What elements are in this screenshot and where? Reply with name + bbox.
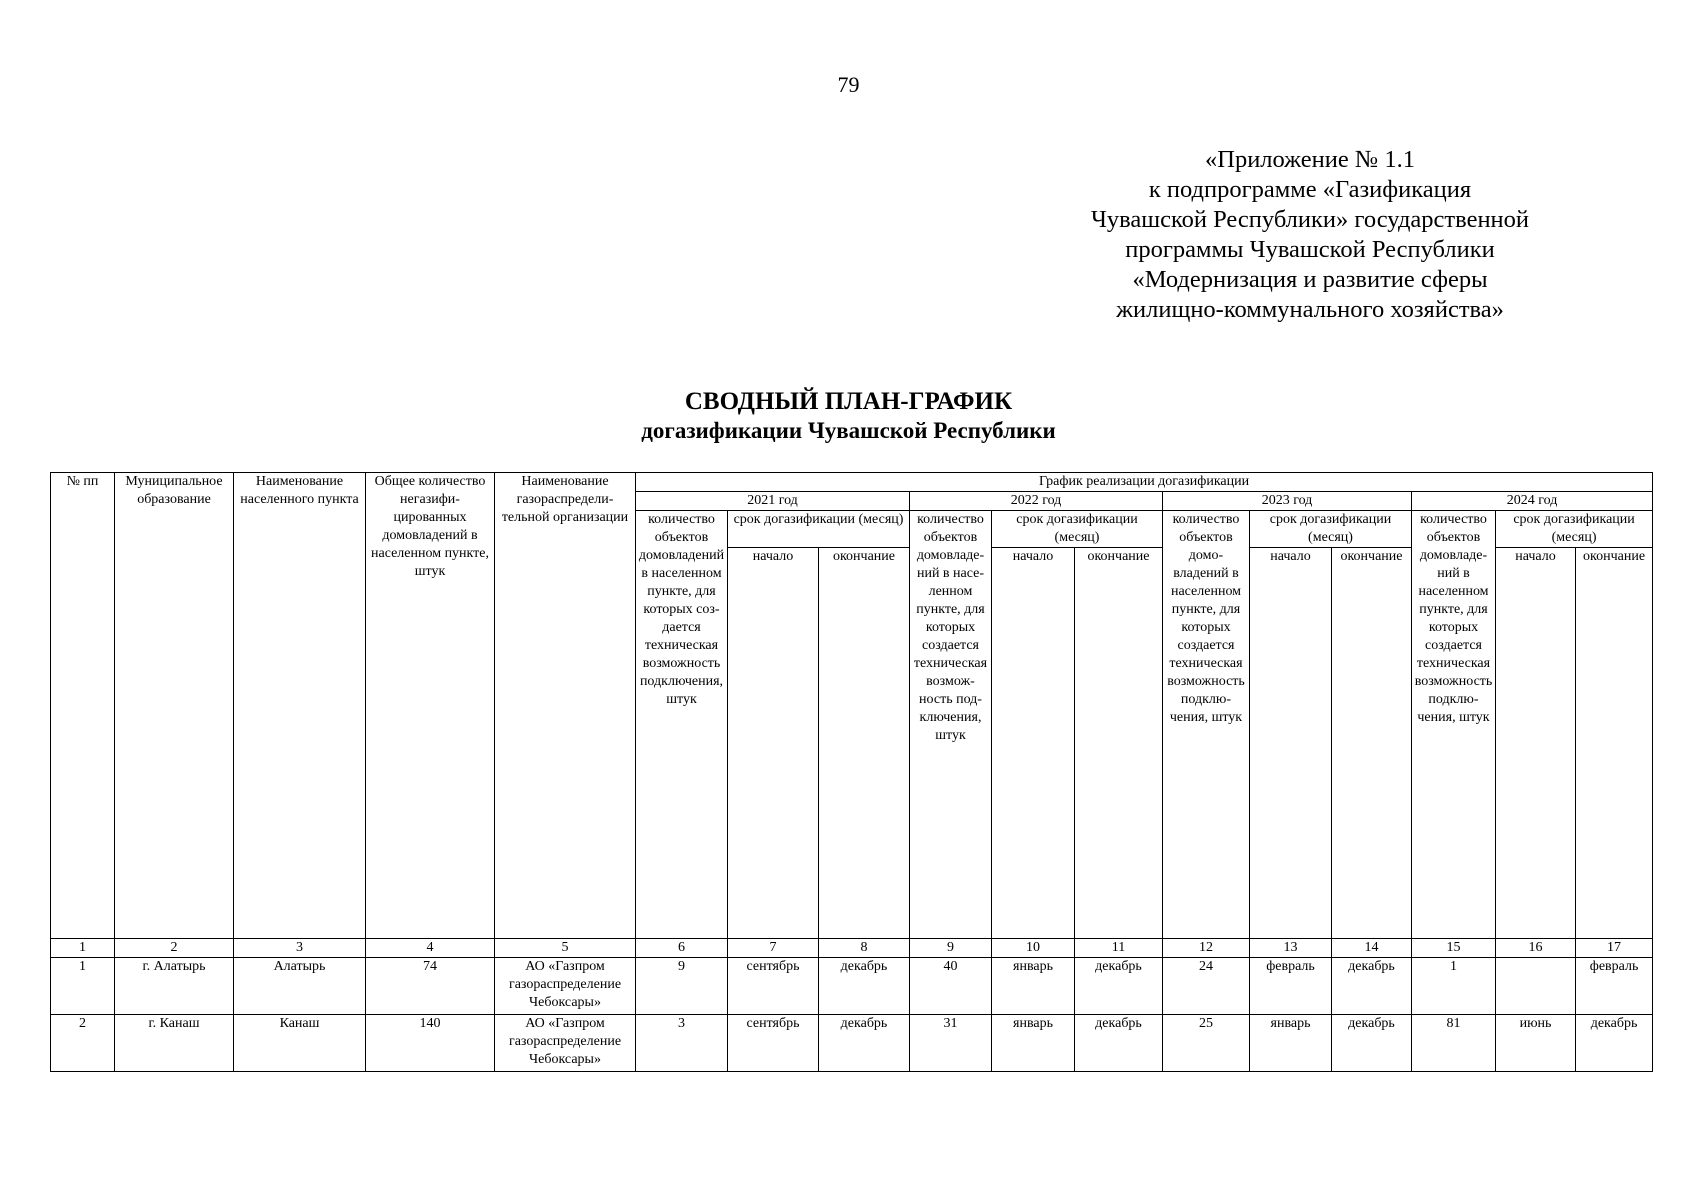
- column-number: 9: [910, 939, 992, 958]
- header-count-2024: количество объектов домовладений в населенном пункте, для которых создается техническая возможность подключения, штук: [1412, 511, 1496, 939]
- header-count-2022: количество объектов домовладений в населенном пункте, для которых создается техническая возможность подключения, штук: [910, 511, 992, 939]
- column-number: 5: [495, 939, 636, 958]
- table-cell: декабрь: [1075, 1015, 1163, 1072]
- table-cell: 24: [1163, 958, 1250, 1015]
- table-row: [51, 958, 1653, 1015]
- table-cell: [1496, 958, 1576, 1015]
- header-num: № пп: [51, 473, 115, 939]
- table-cell: Канаш: [234, 1015, 366, 1072]
- table-cell: июнь: [1496, 1015, 1576, 1072]
- column-numbers-row: [51, 939, 1653, 958]
- table-cell: февраль: [1576, 958, 1653, 1015]
- column-number: 4: [366, 939, 495, 958]
- table-cell: декабрь: [819, 958, 910, 1015]
- table-cell: 25: [1163, 1015, 1250, 1072]
- table-cell: январь: [992, 958, 1075, 1015]
- appendix-line: к подпрограмме «Газификация: [1148, 176, 1472, 203]
- table-cell: февраль: [1250, 958, 1332, 1015]
- header-count-2021: количество объектов домовладений в населенном пункте, для которых создается техническая возможность подключения, штук: [636, 511, 728, 939]
- table-cell: 1: [1412, 958, 1496, 1015]
- plan-table: [50, 472, 1653, 1072]
- table-row: [51, 1015, 1653, 1072]
- page-number: 79: [837, 72, 860, 97]
- column-number: 3: [234, 939, 366, 958]
- header-year-2024: 2024 год: [1412, 492, 1653, 511]
- column-number: 13: [1250, 939, 1332, 958]
- header-term-2023: срок догазификации (месяц): [1250, 511, 1412, 548]
- header-count-2023: количество объектов домовладений в населенном пункте, для которых создается техническая возможность подключения, штук: [1163, 511, 1250, 939]
- table-cell: декабрь: [1332, 958, 1412, 1015]
- header-end-2022: окончание: [1075, 548, 1163, 939]
- header-term-2021: срок догазификации (месяц): [728, 511, 910, 548]
- column-number: 6: [636, 939, 728, 958]
- column-number: 17: [1576, 939, 1653, 958]
- table-cell: 40: [910, 958, 992, 1015]
- header-start-2022: начало: [992, 548, 1075, 939]
- column-number: 1: [51, 939, 115, 958]
- column-number: 16: [1496, 939, 1576, 958]
- table-cell: 3: [636, 1015, 728, 1072]
- header-term-2022: срок догазификации (месяц): [992, 511, 1163, 548]
- table-cell: 1: [51, 958, 115, 1015]
- table-cell: январь: [1250, 1015, 1332, 1072]
- column-number: 10: [992, 939, 1075, 958]
- table-cell: сентябрь: [728, 958, 819, 1015]
- table-cell: г. Канаш: [115, 1015, 234, 1072]
- table-cell: 9: [636, 958, 728, 1015]
- table-cell: декабрь: [819, 1015, 910, 1072]
- header-start-2023: начало: [1250, 548, 1332, 939]
- column-number: 2: [115, 939, 234, 958]
- column-number: 7: [728, 939, 819, 958]
- table-cell: 140: [366, 1015, 495, 1072]
- column-number: 12: [1163, 939, 1250, 958]
- column-number: 15: [1412, 939, 1496, 958]
- header-municipality: Муниципальное образование: [115, 473, 234, 939]
- header-start-2021: начало: [728, 548, 819, 939]
- table-cell: декабрь: [1576, 1015, 1653, 1072]
- table-cell: Алатырь: [234, 958, 366, 1015]
- appendix-line: «Приложение № 1.1: [1205, 146, 1415, 173]
- header-end-2024: окончание: [1576, 548, 1653, 939]
- header-year-2021: 2021 год: [636, 492, 910, 511]
- header-total-households: Общее количество негазифицированных домовладений в населенном пункте, штук: [366, 473, 495, 939]
- table-cell: сентябрь: [728, 1015, 819, 1072]
- table-cell: г. Алатырь: [115, 958, 234, 1015]
- header-gas-organization: Наименование газораспределительной организации: [495, 473, 636, 939]
- table-cell: декабрь: [1332, 1015, 1412, 1072]
- column-number: 8: [819, 939, 910, 958]
- table-cell: АО «Газпром газораспределение Чебоксары»: [495, 958, 636, 1015]
- column-number: 11: [1075, 939, 1163, 958]
- document-subtitle: догазификации Чувашской Республики: [641, 418, 1056, 443]
- table-cell: 2: [51, 1015, 115, 1072]
- appendix-block: [1080, 145, 1540, 325]
- appendix-line: жилищно-коммунального хозяйства»: [1116, 296, 1504, 323]
- header-year-2023: 2023 год: [1163, 492, 1412, 511]
- header-term-2024: срок догазификации (месяц): [1496, 511, 1653, 548]
- table-cell: АО «Газпром газораспределение Чебоксары»: [495, 1015, 636, 1072]
- table-cell: декабрь: [1075, 958, 1163, 1015]
- appendix-line: «Модернизация и развитие сферы: [1132, 266, 1488, 293]
- header-year-2022: 2022 год: [910, 492, 1163, 511]
- table-cell: 74: [366, 958, 495, 1015]
- appendix-line: программы Чувашской Республики: [1125, 236, 1495, 263]
- header-end-2021: окончание: [819, 548, 910, 939]
- appendix-line: Чувашской Республики» государственной: [1090, 206, 1530, 233]
- table-cell: январь: [992, 1015, 1075, 1072]
- column-number: 14: [1332, 939, 1412, 958]
- document-title: СВОДНЫЙ ПЛАН-ГРАФИК: [684, 388, 1013, 415]
- table-cell: 31: [910, 1015, 992, 1072]
- header-start-2024: начало: [1496, 548, 1576, 939]
- table-cell: 81: [1412, 1015, 1496, 1072]
- header-schedule: График реализации догазификации: [636, 473, 1653, 492]
- header-settlement: Наименование населенного пункта: [234, 473, 366, 939]
- header-end-2023: окончание: [1332, 548, 1412, 939]
